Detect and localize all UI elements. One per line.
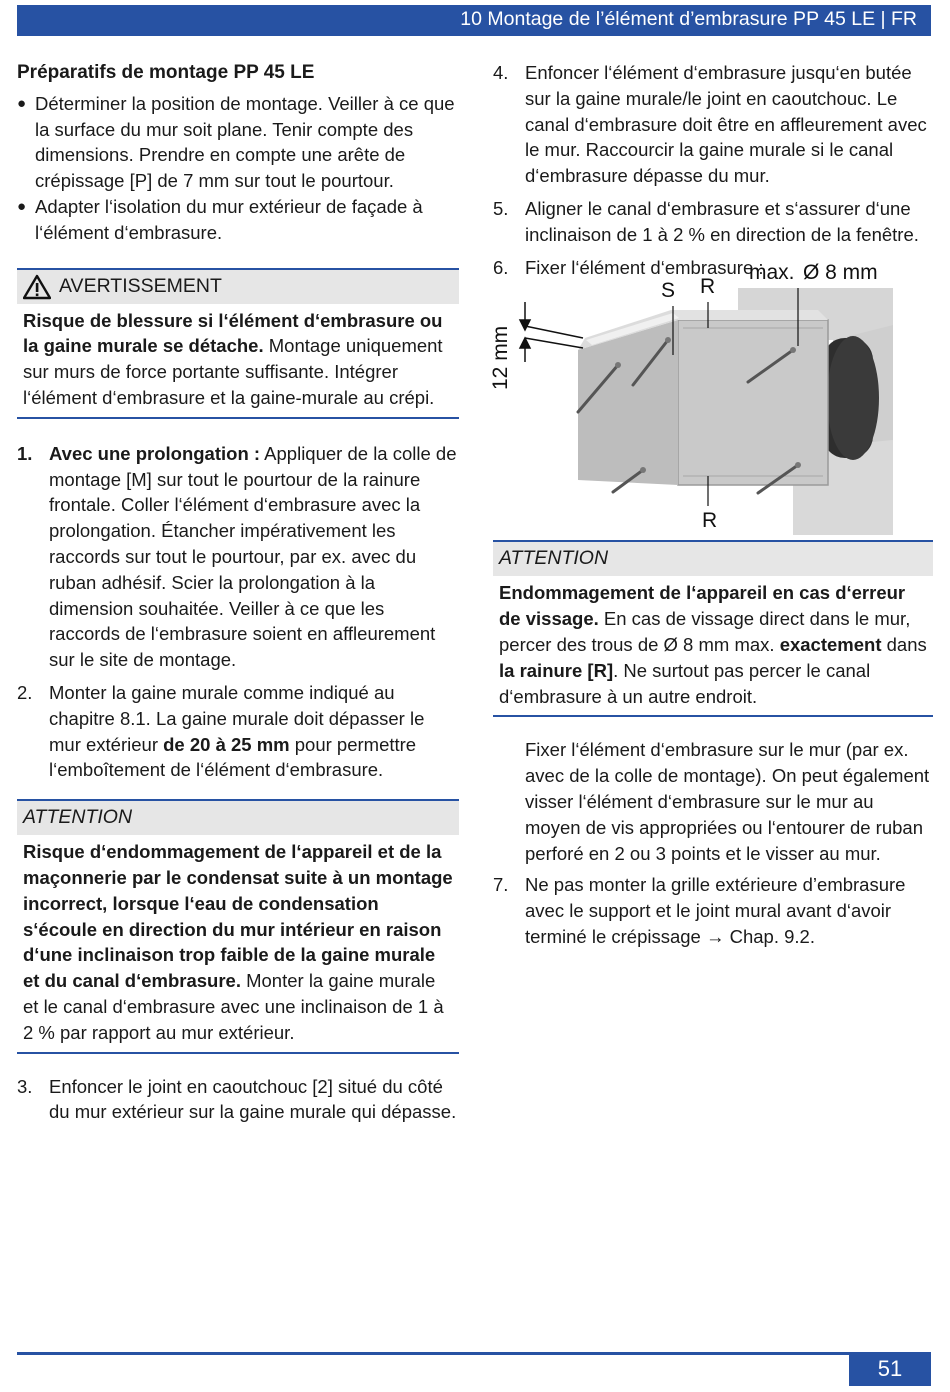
warning-box (17, 268, 459, 419)
label-max: max. (749, 261, 795, 285)
attention-header (17, 799, 459, 835)
header-title: 10 Montage de l’élément d’embrasure PP 45 LE | FR (460, 8, 917, 30)
attention-body (17, 835, 459, 1051)
attention-body (493, 576, 933, 715)
attention-text-b: dans (881, 633, 927, 655)
bullet-symbol: ● (17, 94, 27, 112)
bullet-item (17, 194, 459, 246)
step-3 (17, 1074, 459, 1126)
step-number: 6. (493, 256, 509, 278)
step-2-text-a: Monter la gaine murale comme indiqué au chapitre 8.1. La gaine murale doit dépasser le mur extérieur (49, 681, 425, 755)
label-r-top: R (700, 275, 716, 299)
step-5-text: Aligner le canal d‘embrasure et s‘assurer d‘une inclinaison de 1 à 2 % en direction de la fenêtre. (525, 197, 919, 245)
attention-box (17, 799, 459, 1053)
step-1-text: Appliquer de la colle de montage [M] sur tout le pourtour de la rainure frontale. Coller l‘élément d‘embrasure avec la prolongation. Étancher impérativement les raccords sur tout le pourtour, par ex. avec du ruban adhésif. Scier la prolongation à la dimension souhaitée. Veiller à ce que les raccords de l‘embrasure soient en affleurement sur le site de montage. (49, 442, 457, 671)
warning-title: AVERTISSEMENT (59, 274, 222, 297)
attention-bold-b: exactement (779, 633, 882, 655)
step-2-bold: de 20 à 25 mm (163, 733, 290, 755)
step-7 (493, 872, 933, 949)
header-bar (17, 5, 931, 36)
page-number: 51 (849, 1352, 931, 1386)
warning-text: Montage uniquement sur murs de force portante suffisante. Intégrer l‘élément d‘embrasure et la gaine-murale au crépi. (23, 335, 443, 408)
step-number: 2. (17, 681, 33, 703)
step-1 (17, 441, 459, 673)
step-6-text: Fixer l‘élément d‘embrasure : (525, 256, 764, 278)
mounting-illustration (493, 280, 933, 540)
attention-text: Monter la gaine murale et le canal d‘embrasure avec une inclinaison de 1 à 2 % par rapport au mur extérieur. (23, 970, 444, 1043)
footer-line (17, 1352, 931, 1355)
bullet-symbol: ● (17, 197, 27, 215)
attention-box-right (493, 540, 933, 717)
warning-triangle-icon (23, 274, 51, 300)
fix-instructions: Fixer l‘élément d‘embrasure sur le mur (par ex. avec de la colle de montage). On peut également visser l‘élément d‘embrasure sur le mur au moyen de vis appropriées ou l‘entourer de ruban perforé en 2 ou 3 points et le visser au mur. (525, 739, 930, 864)
step-4 (493, 60, 933, 189)
step-number: 5. (493, 197, 509, 219)
right-column (489, 60, 933, 957)
attention-title: ATTENTION (23, 806, 133, 829)
step-4-text: Enfoncer l‘élément d‘embrasure jusqu‘en butée sur la gaine murale/le joint en caoutchouc. Le canal d‘embrasure doit être en affleurement avec le mur. Raccourcir la gaine murale si le canal d‘embrasure dépasse du mur. (525, 62, 927, 187)
warning-body (17, 304, 459, 417)
label-12mm: 12 mm (489, 326, 512, 391)
label-s: S (661, 279, 676, 303)
step-number: 4. (493, 62, 509, 83)
attention-title: ATTENTION (499, 547, 609, 570)
step-2 (17, 680, 459, 783)
step-number: 3. (17, 1075, 33, 1097)
warning-bold-text: Risque de blessure si l‘élément d‘embrasure ou la gaine murale se détache. (23, 309, 443, 357)
label-diameter: Ø 8 mm (803, 261, 878, 285)
bullet-item (17, 91, 459, 194)
attention-bold-text: Risque d‘endommagement de l‘appareil et de la maçonnerie par le condensat suite à un montage incorrect, lorsque l‘eau de condensation s‘écoule en direction du mur intérieur en raison d‘une inclinaison trop faible de la gaine murale et du canal d‘embrasure. (23, 841, 453, 992)
bullet-text: Adapter l‘isolation du mur extérieur de façade à l‘élément d‘embrasure. (35, 195, 423, 243)
attention-header (493, 540, 933, 576)
step-number: 1. (17, 442, 33, 464)
step-number: 7. (493, 874, 509, 896)
attention-bold-a: Endommagement de l‘appareil en cas d‘erreur de vissage. (499, 582, 906, 630)
label-r-bottom: R (702, 509, 718, 533)
step-5 (493, 196, 933, 248)
step-2-text-b: pour permettre l‘emboîtement de l‘élément d‘embrasure. (49, 733, 417, 781)
bullet-text: Déterminer la position de montage. Veiller à ce que la surface du mur soit plane. Tenir compte des dimensions. Prendre en compte une arête de crépissage [P] de 7 mm sur tout le pourtour. (35, 92, 455, 192)
attention-bold-c: la rainure [R] (499, 659, 614, 681)
attention-text-a: En cas de vissage direct dans le mur, percer des trous de Ø 8 mm max. (499, 608, 911, 655)
attention-text-c: . Ne surtout pas percer le canal d‘embrasure à un autre endroit. (499, 659, 871, 707)
warning-header (17, 268, 459, 304)
left-column (17, 60, 459, 1132)
prep-title: Préparatifs de montage PP 45 LE (17, 62, 315, 83)
step-3-text: Enfoncer le joint en caoutchouc [2] situé du côté du mur extérieur sur la gaine murale qui dépasse. (49, 1075, 457, 1123)
step-7-text: Ne pas monter la grille extérieure d’embrasure avec le support et le joint mural avant d‘avoir terminé le crépissage → Chap. 9.2. (525, 874, 906, 947)
step-1-bold: Avec une prolongation : (49, 442, 261, 464)
